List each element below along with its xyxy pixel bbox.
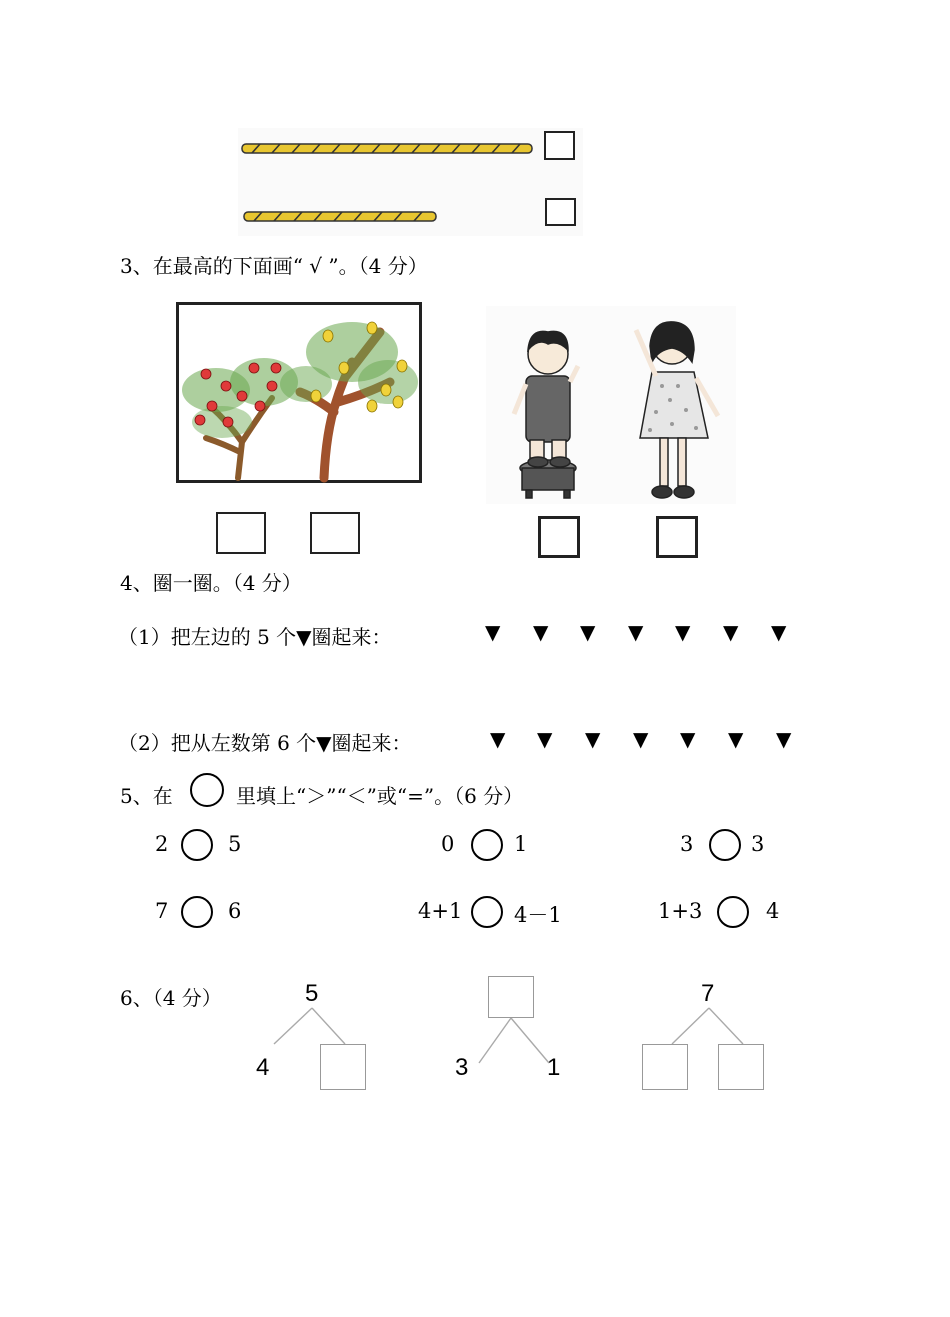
question-6-title: 6、（4 分） (120, 986, 222, 1010)
compare-left: 2 (155, 832, 169, 856)
bond-top: 5 (305, 980, 319, 1007)
triangle-mark[interactable]: ▼ (490, 727, 506, 751)
compare-left: 4+1 (418, 899, 463, 923)
triangle-mark[interactable]: ▼ (723, 620, 739, 644)
triangle-mark[interactable]: ▼ (537, 727, 553, 751)
compare-left: 3 (680, 832, 694, 856)
triangle-mark[interactable]: ▼ (533, 620, 549, 644)
compare-right: 1 (514, 832, 528, 856)
compare-left: 0 (441, 832, 455, 856)
question-3-title: 3、在最高的下面画“ √ ”。（4 分） (120, 254, 428, 278)
question-5-prefix: 5、在 (120, 784, 173, 808)
question-4-part-2: （2）把从左数第 6 个▼圈起来： (118, 731, 412, 755)
compare-right: 4－1 (514, 903, 562, 927)
triangle-mark[interactable]: ▼ (585, 727, 601, 751)
bond-answer-box[interactable] (320, 1044, 366, 1090)
bond-answer-box[interactable] (718, 1044, 764, 1090)
bond-left: 3 (455, 1054, 469, 1081)
compare-right: 5 (228, 832, 242, 856)
triangle-mark[interactable]: ▼ (628, 620, 644, 644)
bond-answer-box[interactable] (642, 1044, 688, 1090)
triangle-mark[interactable]: ▼ (675, 620, 691, 644)
compare-right: 3 (751, 832, 765, 856)
bond-top: 7 (701, 980, 715, 1007)
triangle-mark[interactable]: ▼ (485, 620, 501, 644)
triangle-mark[interactable]: ▼ (680, 727, 696, 751)
question-5-suffix: 里填上“＞”“＜”或“=”。（6 分） (236, 784, 524, 808)
triangle-mark[interactable]: ▼ (580, 620, 596, 644)
compare-right: 4 (766, 899, 780, 923)
compare-left: 7 (155, 899, 169, 923)
bond-left: 4 (256, 1054, 270, 1081)
compare-left: 1+3 (658, 899, 703, 923)
triangle-mark[interactable]: ▼ (771, 620, 787, 644)
triangle-mark[interactable]: ▼ (776, 727, 792, 751)
bond-answer-box[interactable] (488, 976, 534, 1018)
compare-right: 6 (228, 899, 242, 923)
bond-right: 1 (547, 1054, 561, 1081)
triangle-mark[interactable]: ▼ (728, 727, 744, 751)
question-4-part-1: （1）把左边的 5 个▼圈起来： (118, 625, 392, 649)
question-4-title: 4、圈一圈。（4 分） (120, 571, 302, 595)
triangle-mark[interactable]: ▼ (633, 727, 649, 751)
